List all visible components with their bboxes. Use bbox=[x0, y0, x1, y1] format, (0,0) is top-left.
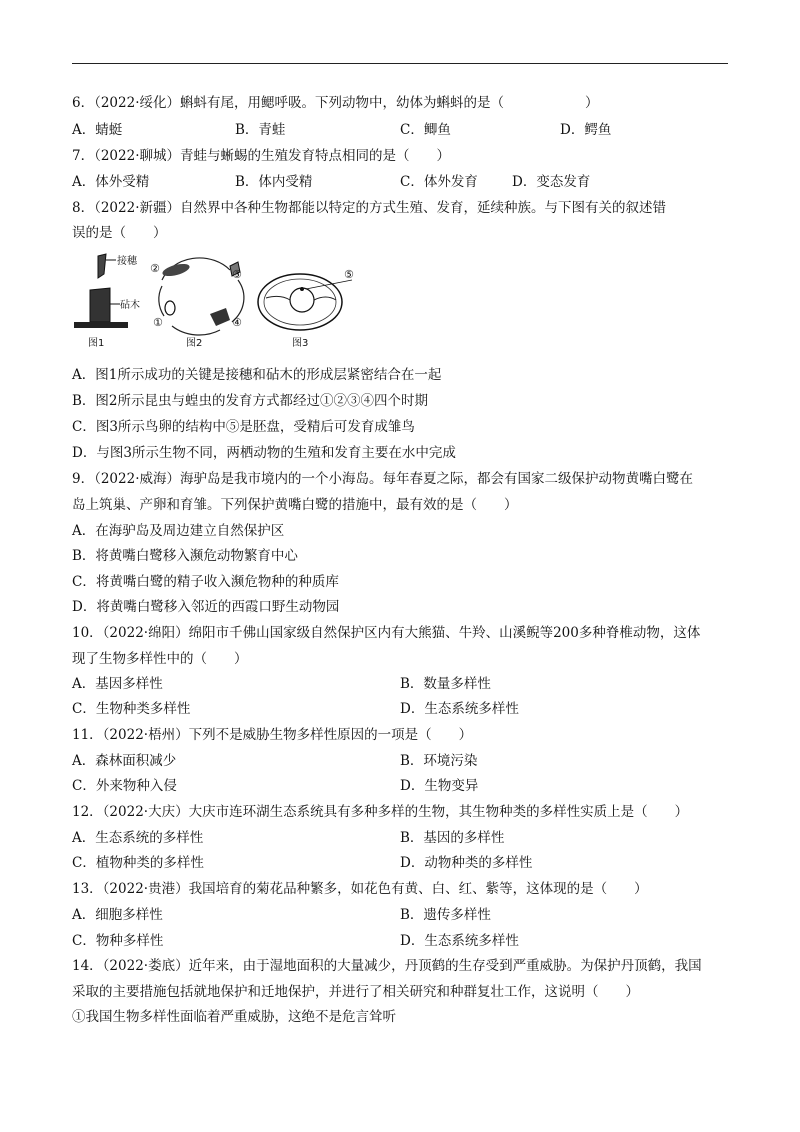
question-6-stem: 6．（2022·绥化）蝌蚪有尾，用鳃呼吸。下列动物中，幼体为蝌蚪的是（ ） bbox=[72, 95, 599, 111]
q6-option-d: D．鳄鱼 bbox=[560, 122, 612, 138]
q7-option-a: A．体外受精 bbox=[72, 174, 150, 190]
q12-option-b: B．基因的多样性 bbox=[400, 830, 505, 846]
question-10-stem-line2: 现了生物多样性中的（ ） bbox=[72, 651, 248, 667]
q6-option-b: B．青蛙 bbox=[235, 122, 286, 138]
q11-option-a: A．森林面积减少 bbox=[72, 753, 177, 769]
q11-option-c: C．外来物种入侵 bbox=[72, 778, 177, 794]
q8-option-c: C．图3所示鸟卵的结构中⑤是胚盘，受精后可发育成雏鸟 bbox=[72, 419, 415, 435]
stage-1-number: ① bbox=[153, 316, 163, 329]
q6-option-a: A．蜻蜓 bbox=[72, 122, 123, 138]
bird-egg-illustration bbox=[258, 268, 354, 349]
q14-statement-1: ①我国生物多样性面临着严重威胁，这绝不是危言耸听 bbox=[72, 1009, 396, 1025]
q10-option-c: C．生物种类多样性 bbox=[72, 701, 191, 717]
q10-option-b: B．数量多样性 bbox=[400, 676, 491, 692]
q10-option-a: A．基因多样性 bbox=[72, 676, 163, 692]
graft-illustration bbox=[74, 254, 140, 349]
q12-option-a: A．生态系统的多样性 bbox=[72, 830, 204, 846]
stage-2-number: ② bbox=[150, 262, 160, 275]
q6-option-c: C．鲫鱼 bbox=[400, 122, 451, 138]
q9-option-c: C．将黄嘴白鹭的精子收入濒危物种的种质库 bbox=[72, 574, 339, 590]
q7-option-b: B．体内受精 bbox=[235, 174, 313, 190]
question-9-stem-line1: 9．（2022·威海）海驴岛是我市境内的一个小海岛。每年春夏之际，都会有国家二级保护动物黄嘴白鹭在 bbox=[72, 471, 693, 487]
question-8-stem-line1: 8．（2022·新疆）自然界中各种生物都能以特定的方式生殖、发育，延续种族。与下图有关的叙述错 bbox=[72, 200, 666, 216]
q9-option-b: B．将黄嘴白鹭移入濒危动物繁育中心 bbox=[72, 548, 298, 564]
fig3-label: 图3 bbox=[292, 338, 309, 349]
question-10-stem-line1: 10．（2022·绵阳）绵阳市千佛山国家级自然保护区内有大熊猫、牛羚、山溪鲵等200多种脊椎动物，这体 bbox=[72, 625, 701, 641]
q11-option-b: B．环境污染 bbox=[400, 753, 478, 769]
q8-option-a: A．图1所示成功的关键是接穗和砧木的形成层紧密结合在一起 bbox=[72, 367, 442, 383]
question-14-stem-line1: 14．（2022·娄底）近年来，由于湿地面积的大量减少，丹顶鹤的生存受到严重威胁。为保护丹顶鹤，我国 bbox=[72, 958, 702, 974]
q8-option-b: B．图2所示昆虫与蝗虫的发育方式都经过①②③④四个时期 bbox=[72, 393, 429, 409]
q7-option-c: C．体外发育 bbox=[400, 174, 478, 190]
stage-4-number: ④ bbox=[232, 316, 242, 329]
q7-option-d: D．变态发育 bbox=[512, 174, 591, 190]
q12-option-c: C．植物种类的多样性 bbox=[72, 855, 204, 871]
q12-option-d: D．动物种类的多样性 bbox=[400, 855, 533, 871]
fig1-label: 图1 bbox=[88, 338, 105, 349]
structure-5-number: ⑤ bbox=[344, 268, 354, 281]
rootstock-label: 砧木 bbox=[120, 300, 140, 311]
q13-option-a: A．细胞多样性 bbox=[72, 907, 163, 923]
q13-option-b: B．遗传多样性 bbox=[400, 907, 491, 923]
fig2-label: 图2 bbox=[186, 338, 203, 349]
q11-option-d: D．生物变异 bbox=[400, 778, 479, 794]
question-7-stem: 7．（2022·聊城）青蛙与蜥蜴的生殖发育特点相同的是（ ） bbox=[72, 148, 450, 164]
q13-option-d: D．生态系统多样性 bbox=[400, 933, 519, 949]
question-9-stem-line2: 岛上筑巢、产卵和育雏。下列保护黄嘴白鹭的措施中，最有效的是（ ） bbox=[72, 497, 518, 513]
q8-option-d: D．与图3所示生物不同，两栖动物的生殖和发育主要在水中完成 bbox=[72, 445, 456, 461]
question-8-stem-line2: 误的是（ ） bbox=[72, 225, 167, 241]
q13-option-c: C．物种多样性 bbox=[72, 933, 164, 949]
q9-option-d: D．将黄嘴白鹭移入邻近的西霞口野生动物园 bbox=[72, 599, 340, 615]
q8-figure bbox=[70, 250, 360, 350]
scion-label: 接穗 bbox=[117, 256, 137, 267]
insect-lifecycle-illustration bbox=[150, 258, 244, 349]
question-13-stem: 13．（2022·贵港）我国培育的菊花品种繁多，如花色有黄、白、红、紫等，这体现的是（ ） bbox=[72, 881, 648, 897]
question-12-stem: 12．（2022·大庆）大庆市连环湖生态系统具有多种多样的生物，其生物种类的多样性实质上是（ ） bbox=[72, 804, 689, 820]
header-rule bbox=[72, 63, 728, 64]
stage-3-number: ③ bbox=[232, 268, 242, 281]
q10-option-d: D．生态系统多样性 bbox=[400, 701, 519, 717]
q9-option-a: A．在海驴岛及周边建立自然保护区 bbox=[72, 523, 285, 539]
question-11-stem: 11．（2022·梧州）下列不是威胁生物多样性原因的一项是（ ） bbox=[72, 727, 473, 743]
question-14-stem-line2: 采取的主要措施包括就地保护和迁地保护，并进行了相关研究和种群复壮工作，这说明（ ） bbox=[72, 984, 639, 1000]
